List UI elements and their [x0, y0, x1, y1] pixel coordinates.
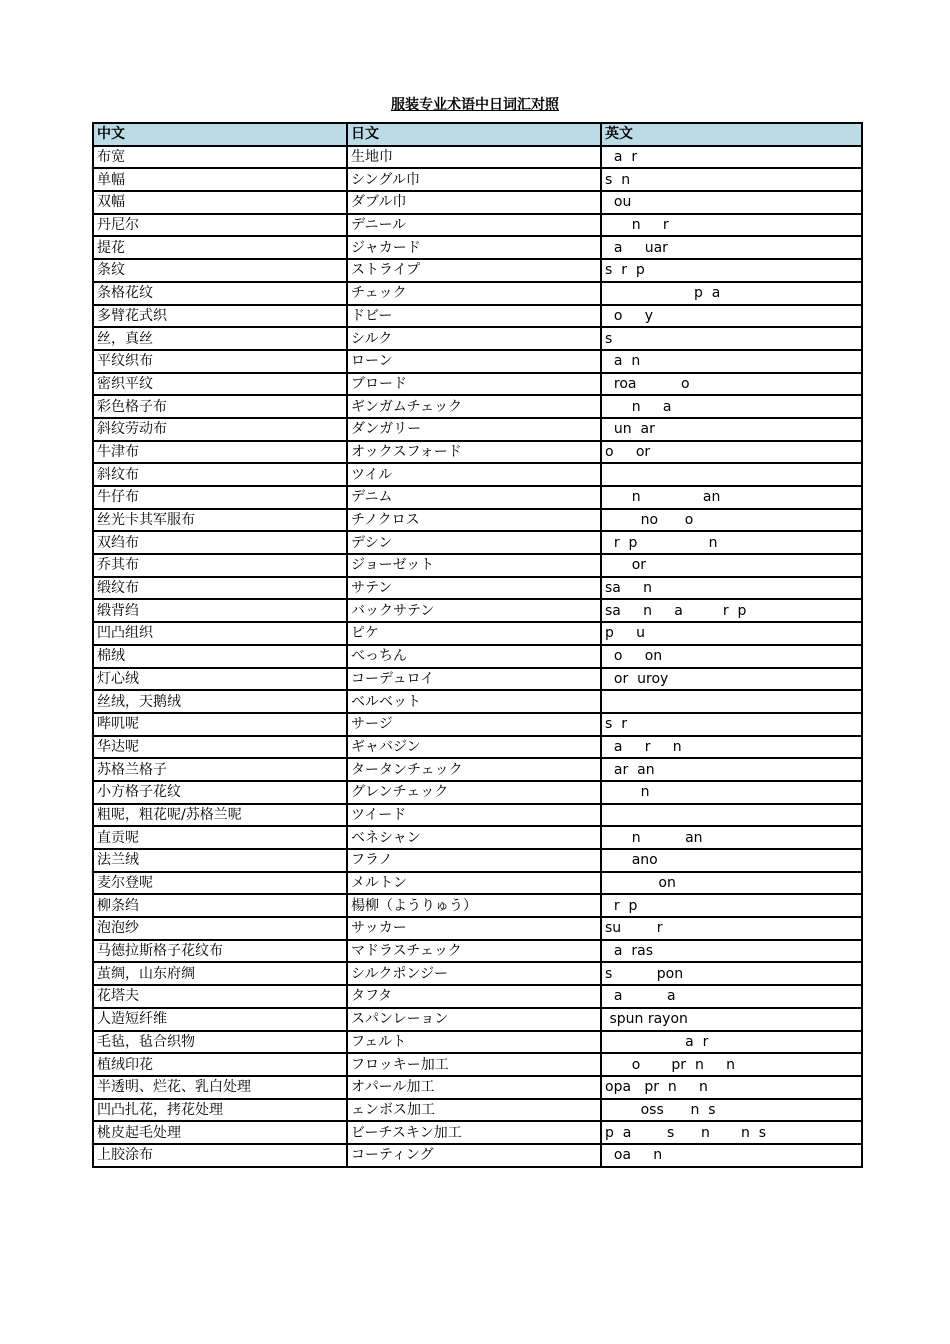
cell-english: s pon — [601, 962, 862, 985]
cell-english: ano — [601, 849, 862, 872]
cell-chinese: 哔叽呢 — [93, 713, 347, 736]
cell-japanese: ローン — [347, 350, 601, 373]
cell-chinese: 粗呢，粗花呢/苏格兰呢 — [93, 804, 347, 827]
cell-english: on — [601, 872, 862, 895]
cell-japanese: フロッキー加工 — [347, 1053, 601, 1076]
cell-japanese: サッカー — [347, 917, 601, 940]
cell-japanese: グレンチェック — [347, 781, 601, 804]
cell-chinese: 棉绒 — [93, 645, 347, 668]
cell-english: sa n a r p — [601, 599, 862, 622]
cell-chinese: 法兰绒 — [93, 849, 347, 872]
cell-chinese: 牛津布 — [93, 441, 347, 464]
cell-english: or uroy — [601, 668, 862, 691]
cell-english: o on — [601, 645, 862, 668]
cell-chinese: 丝，真丝 — [93, 327, 347, 350]
header-chinese: 中文 — [93, 123, 347, 146]
table-row — [93, 305, 862, 328]
cell-english: ar an — [601, 758, 862, 781]
cell-chinese: 斜纹劳动布 — [93, 418, 347, 441]
cell-english — [601, 690, 862, 713]
cell-chinese: 丝光卡其军服布 — [93, 509, 347, 532]
cell-japanese: ツイード — [347, 804, 601, 827]
cell-english: un ar — [601, 418, 862, 441]
cell-chinese: 丝绒，天鹅绒 — [93, 690, 347, 713]
cell-english: a r n — [601, 736, 862, 759]
cell-english — [601, 804, 862, 827]
cell-english: a a — [601, 985, 862, 1008]
table-row — [93, 1076, 862, 1099]
table-row — [93, 214, 862, 237]
cell-japanese: ギャバジン — [347, 736, 601, 759]
table-row — [93, 645, 862, 668]
cell-japanese: デシン — [347, 531, 601, 554]
cell-japanese: コーデュロイ — [347, 668, 601, 691]
table-row — [93, 395, 862, 418]
document-title: 服装专业术语中日词汇对照 — [391, 97, 559, 113]
table-row — [93, 531, 862, 554]
cell-english: oa n — [601, 1144, 862, 1167]
cell-english: spun rayon — [601, 1008, 862, 1031]
cell-chinese: 半透明、烂花、乳白处理 — [93, 1076, 347, 1099]
header-english: 英文 — [601, 123, 862, 146]
table-row — [93, 690, 862, 713]
cell-japanese: メルトン — [347, 872, 601, 895]
cell-english: a r — [601, 146, 862, 169]
cell-japanese: マドラスチェック — [347, 940, 601, 963]
table-row — [93, 1121, 862, 1144]
cell-english: oss n s — [601, 1099, 862, 1122]
cell-english: a r — [601, 1031, 862, 1054]
cell-chinese: 布宽 — [93, 146, 347, 169]
cell-chinese: 双幅 — [93, 191, 347, 214]
cell-chinese: 条纹 — [93, 259, 347, 282]
cell-chinese: 苏格兰格子 — [93, 758, 347, 781]
cell-english: o or — [601, 441, 862, 464]
cell-japanese: チノクロス — [347, 509, 601, 532]
cell-chinese: 植绒印花 — [93, 1053, 347, 1076]
table-row — [93, 373, 862, 396]
cell-chinese: 人造短纤维 — [93, 1008, 347, 1031]
cell-japanese: ストライプ — [347, 259, 601, 282]
cell-english: o y — [601, 305, 862, 328]
table-row — [93, 327, 862, 350]
cell-english: n r — [601, 214, 862, 237]
cell-chinese: 丹尼尔 — [93, 214, 347, 237]
cell-english: no o — [601, 509, 862, 532]
cell-chinese: 小方格子花纹 — [93, 781, 347, 804]
cell-chinese: 茧绸，山东府绸 — [93, 962, 347, 985]
cell-japanese: バックサテン — [347, 599, 601, 622]
cell-japanese: サテン — [347, 577, 601, 600]
table-row — [93, 826, 862, 849]
table-row — [93, 962, 862, 985]
table-row — [93, 282, 862, 305]
cell-japanese: ベネシャン — [347, 826, 601, 849]
table-row — [93, 1008, 862, 1031]
cell-chinese: 乔其布 — [93, 554, 347, 577]
cell-japanese: シルクポンジー — [347, 962, 601, 985]
cell-english: ou — [601, 191, 862, 214]
cell-english — [601, 463, 862, 486]
cell-english: roa o — [601, 373, 862, 396]
cell-english: or — [601, 554, 862, 577]
cell-chinese: 花塔夫 — [93, 985, 347, 1008]
cell-chinese: 缎背绉 — [93, 599, 347, 622]
table-row — [93, 418, 862, 441]
table-row — [93, 849, 862, 872]
cell-english: opa pr n n — [601, 1076, 862, 1099]
cell-japanese: タフタ — [347, 985, 601, 1008]
table-row — [93, 713, 862, 736]
cell-japanese: シルク — [347, 327, 601, 350]
table-row — [93, 1031, 862, 1054]
cell-english: p u — [601, 622, 862, 645]
cell-chinese: 华达呢 — [93, 736, 347, 759]
cell-english: p a s n n s — [601, 1121, 862, 1144]
table-row — [93, 168, 862, 191]
cell-english: s — [601, 327, 862, 350]
table-row — [93, 736, 862, 759]
cell-japanese: ツイル — [347, 463, 601, 486]
cell-japanese: フラノ — [347, 849, 601, 872]
cell-japanese: ギンガムチェック — [347, 395, 601, 418]
cell-chinese: 凹凸组织 — [93, 622, 347, 645]
cell-chinese: 桃皮起毛处理 — [93, 1121, 347, 1144]
cell-chinese: 牛仔布 — [93, 486, 347, 509]
table-row — [93, 486, 862, 509]
cell-japanese: タータンチェック — [347, 758, 601, 781]
table-row — [93, 622, 862, 645]
table-row — [93, 1053, 862, 1076]
cell-english: s r p — [601, 259, 862, 282]
cell-chinese: 麦尔登呢 — [93, 872, 347, 895]
table-row — [93, 350, 862, 373]
cell-chinese: 条格花纹 — [93, 282, 347, 305]
cell-chinese: 彩色格子布 — [93, 395, 347, 418]
cell-english: su r — [601, 917, 862, 940]
cell-english: a uar — [601, 236, 862, 259]
table-row — [93, 599, 862, 622]
table-row — [93, 917, 862, 940]
cell-japanese: ジョーゼット — [347, 554, 601, 577]
glossary-table — [92, 122, 863, 1168]
cell-english: n an — [601, 826, 862, 849]
cell-english: o pr n n — [601, 1053, 862, 1076]
cell-chinese: 提花 — [93, 236, 347, 259]
cell-japanese: 楊柳（ようりゅう） — [347, 894, 601, 917]
cell-japanese: オックスフォード — [347, 441, 601, 464]
cell-japanese: シングル巾 — [347, 168, 601, 191]
table-row — [93, 441, 862, 464]
table-row — [93, 781, 862, 804]
cell-japanese: ダブル巾 — [347, 191, 601, 214]
cell-english: s r — [601, 713, 862, 736]
cell-english: p a — [601, 282, 862, 305]
cell-chinese: 平纹织布 — [93, 350, 347, 373]
table-row — [93, 804, 862, 827]
header-japanese: 日文 — [347, 123, 601, 146]
cell-chinese: 直贡呢 — [93, 826, 347, 849]
table-row — [93, 758, 862, 781]
table-row — [93, 146, 862, 169]
cell-japanese: デニム — [347, 486, 601, 509]
table-row — [93, 872, 862, 895]
table-row — [93, 463, 862, 486]
cell-japanese: ピケ — [347, 622, 601, 645]
cell-chinese: 双绉布 — [93, 531, 347, 554]
table-row — [93, 1144, 862, 1167]
cell-japanese: ジャカード — [347, 236, 601, 259]
cell-japanese: ェンボス加工 — [347, 1099, 601, 1122]
cell-japanese: デニール — [347, 214, 601, 237]
table-row — [93, 1099, 862, 1122]
cell-japanese: 生地巾 — [347, 146, 601, 169]
table-row — [93, 894, 862, 917]
cell-chinese: 柳条绉 — [93, 894, 347, 917]
table-row — [93, 191, 862, 214]
cell-japanese: フェルト — [347, 1031, 601, 1054]
cell-english: n a — [601, 395, 862, 418]
cell-chinese: 单幅 — [93, 168, 347, 191]
cell-english: a ras — [601, 940, 862, 963]
cell-japanese: チェック — [347, 282, 601, 305]
cell-japanese: オパール加工 — [347, 1076, 601, 1099]
cell-japanese: ビーチスキン加工 — [347, 1121, 601, 1144]
cell-english: r p n — [601, 531, 862, 554]
cell-japanese: ダンガリー — [347, 418, 601, 441]
cell-chinese: 凹凸扎花，拷花处理 — [93, 1099, 347, 1122]
table-row — [93, 668, 862, 691]
header-row — [93, 123, 862, 146]
cell-english: s n — [601, 168, 862, 191]
cell-japanese: サージ — [347, 713, 601, 736]
cell-english: r p — [601, 894, 862, 917]
cell-chinese: 灯心绒 — [93, 668, 347, 691]
table-row — [93, 577, 862, 600]
cell-chinese: 密织平纹 — [93, 373, 347, 396]
cell-english: n — [601, 781, 862, 804]
cell-japanese: ドビー — [347, 305, 601, 328]
cell-japanese: スパンレーョン — [347, 1008, 601, 1031]
cell-english: n an — [601, 486, 862, 509]
table-row — [93, 259, 862, 282]
cell-chinese: 毛毡，毡合织物 — [93, 1031, 347, 1054]
cell-japanese: べっちん — [347, 645, 601, 668]
table-row — [93, 554, 862, 577]
cell-english: a n — [601, 350, 862, 373]
cell-chinese: 上胶涂布 — [93, 1144, 347, 1167]
cell-japanese: コーティング — [347, 1144, 601, 1167]
cell-english: sa n — [601, 577, 862, 600]
cell-chinese: 多臂花式织 — [93, 305, 347, 328]
cell-chinese: 泡泡纱 — [93, 917, 347, 940]
table-row — [93, 940, 862, 963]
cell-chinese: 斜纹布 — [93, 463, 347, 486]
cell-japanese: ブロード — [347, 373, 601, 396]
table-row — [93, 236, 862, 259]
cell-japanese: ベルベット — [347, 690, 601, 713]
table-row — [93, 985, 862, 1008]
cell-chinese: 缎纹布 — [93, 577, 347, 600]
table-row — [93, 509, 862, 532]
cell-chinese: 马德拉斯格子花纹布 — [93, 940, 347, 963]
